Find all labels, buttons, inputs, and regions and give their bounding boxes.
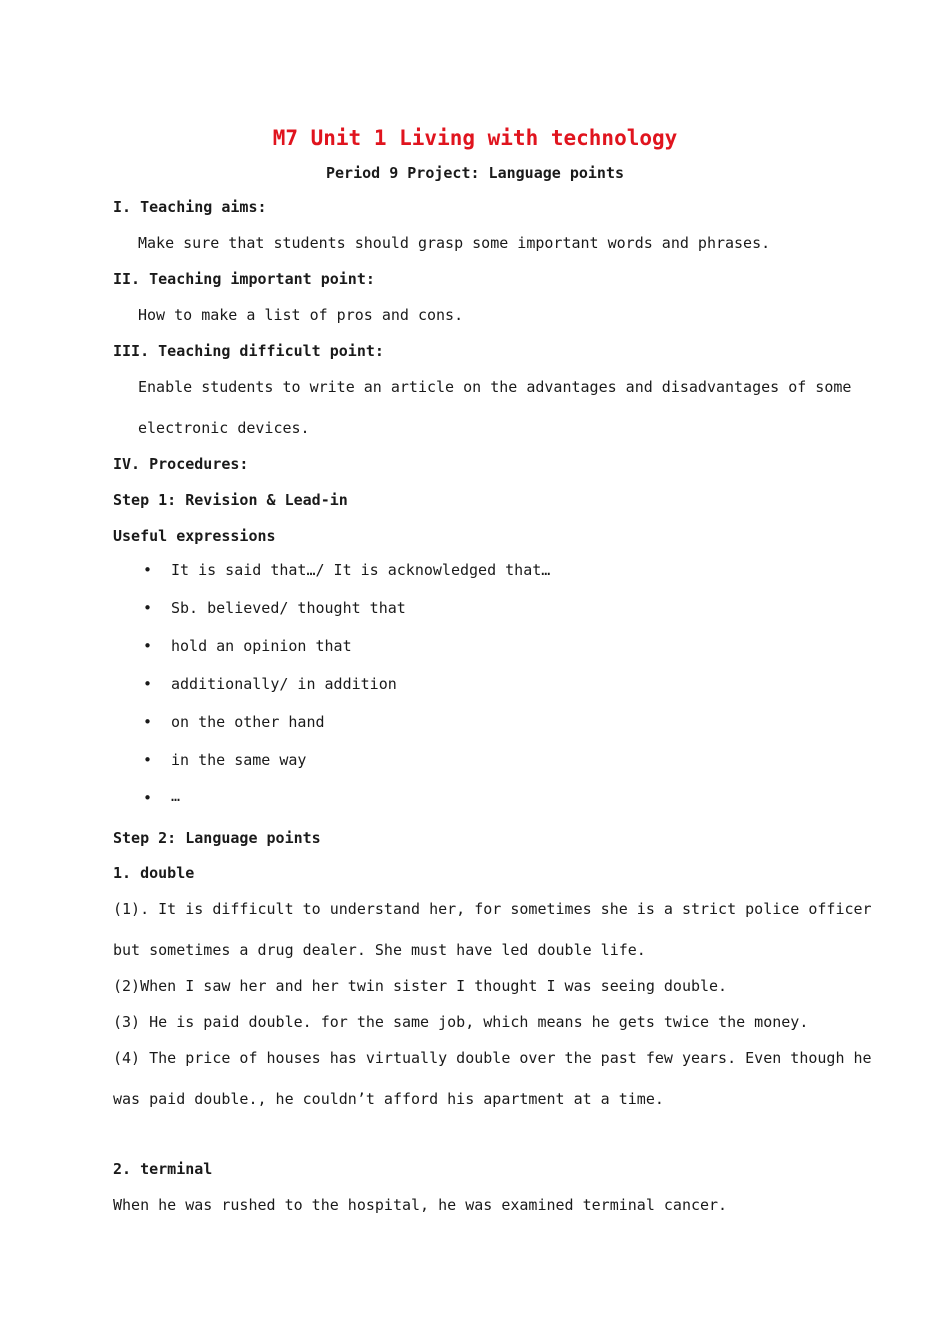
point1-example4-line1: (4) The price of houses has virtually double over the past few years. Even though he [113, 1049, 872, 1067]
point1-heading: 1. double [113, 864, 195, 882]
bullet-marker: • [143, 561, 153, 579]
section-heading-procedures: IV. Procedures: [113, 455, 249, 473]
list-item: … [171, 787, 181, 805]
bullet-marker: • [143, 637, 153, 655]
bullet-marker: • [143, 751, 153, 769]
aims-text: Make sure that students should grasp some important words and phrases. [138, 234, 771, 252]
bullet-marker: • [143, 599, 153, 617]
list-item: It is said that…/ It is acknowledged that… [171, 561, 551, 579]
bullet-marker: • [143, 789, 153, 807]
useful-expressions-heading: Useful expressions [113, 527, 276, 545]
bullet-marker: • [143, 713, 153, 731]
list-item: on the other hand [171, 713, 325, 731]
important-point-text: How to make a list of pros and cons. [138, 306, 464, 324]
list-item: hold an opinion that [171, 637, 352, 655]
section-heading-important-point: II. Teaching important point: [113, 270, 375, 288]
point1-example1-line1: (1). It is difficult to understand her, for sometimes she is a strict police officer [113, 900, 872, 918]
point1-example2: (2)When I saw her and her twin sister I thought I was seeing double. [113, 977, 728, 995]
section-heading-aims: I. Teaching aims: [113, 198, 267, 216]
list-item: in the same way [171, 751, 307, 769]
document-title: M7 Unit 1 Living with technology [272, 126, 678, 150]
section-heading-difficult-point: III. Teaching difficult point: [113, 342, 384, 360]
list-item: additionally/ in addition [171, 675, 397, 693]
document-subtitle: Period 9 Project: Language points [325, 164, 624, 182]
point1-example3: (3) He is paid double. for the same job, which means he gets twice the money. [113, 1013, 809, 1031]
point1-example1-line2: but sometimes a drug dealer. She must have led double life. [113, 941, 646, 959]
list-item: Sb. believed/ thought that [171, 599, 406, 617]
point1-example4-line2: was paid double., he couldn’t afford his apartment at a time. [113, 1090, 664, 1108]
point2-heading: 2. terminal [113, 1160, 213, 1178]
point2-example: When he was rushed to the hospital, he was examined terminal cancer. [113, 1196, 728, 1214]
bullet-marker: • [143, 675, 153, 693]
difficult-point-text-line2: electronic devices. [138, 419, 310, 437]
difficult-point-text-line1: Enable students to write an article on the advantages and disadvantages of some [138, 378, 852, 396]
step2-heading: Step 2: Language points [113, 829, 321, 847]
step1-heading: Step 1: Revision & Lead-in [113, 491, 348, 509]
